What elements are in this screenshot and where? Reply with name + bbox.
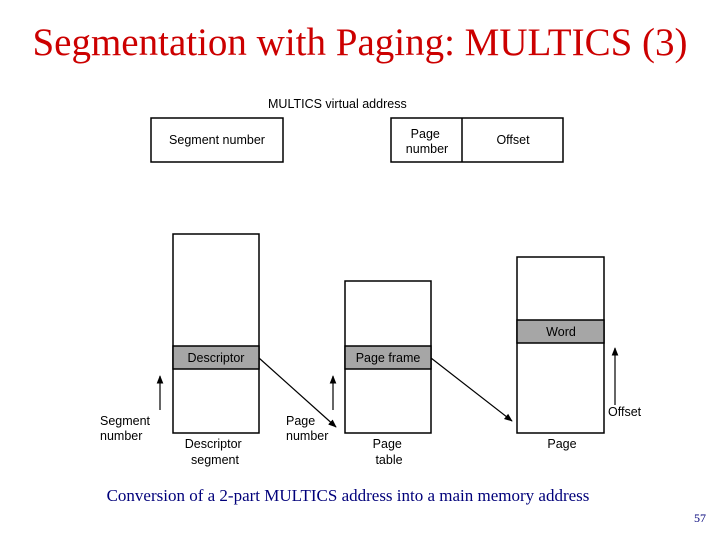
descriptor-segment: [173, 234, 259, 433]
segment-number-field-label: Segment number: [169, 133, 265, 147]
page-table-caption: Page table: [372, 437, 403, 467]
segment-number-arrow-label: Segment number: [100, 414, 151, 443]
page-frame-to-page-arrow: [431, 358, 512, 421]
descriptor-segment-caption: Descriptor segment: [184, 437, 242, 467]
offset-arrow-label: Offset: [608, 405, 642, 419]
slide-caption: Conversion of a 2-part MULTICS address into a main memory address: [106, 486, 590, 505]
page-number-arrow-label: Page number: [286, 414, 329, 443]
slide-title: Segmentation with Paging: MULTICS (3): [32, 21, 688, 64]
offset-field-label: Offset: [496, 133, 530, 147]
memory-page: [517, 257, 604, 433]
virtual-address-label: MULTICS virtual address: [268, 97, 407, 111]
descriptor-entry-label: Descriptor: [187, 351, 245, 365]
page-number-field-label: Page number: [405, 127, 449, 156]
slide-page-number: 57: [694, 511, 706, 525]
page-caption: Page: [547, 437, 577, 451]
page-frame-entry-label: Page frame: [355, 351, 421, 365]
word-entry-label: Word: [546, 325, 576, 339]
